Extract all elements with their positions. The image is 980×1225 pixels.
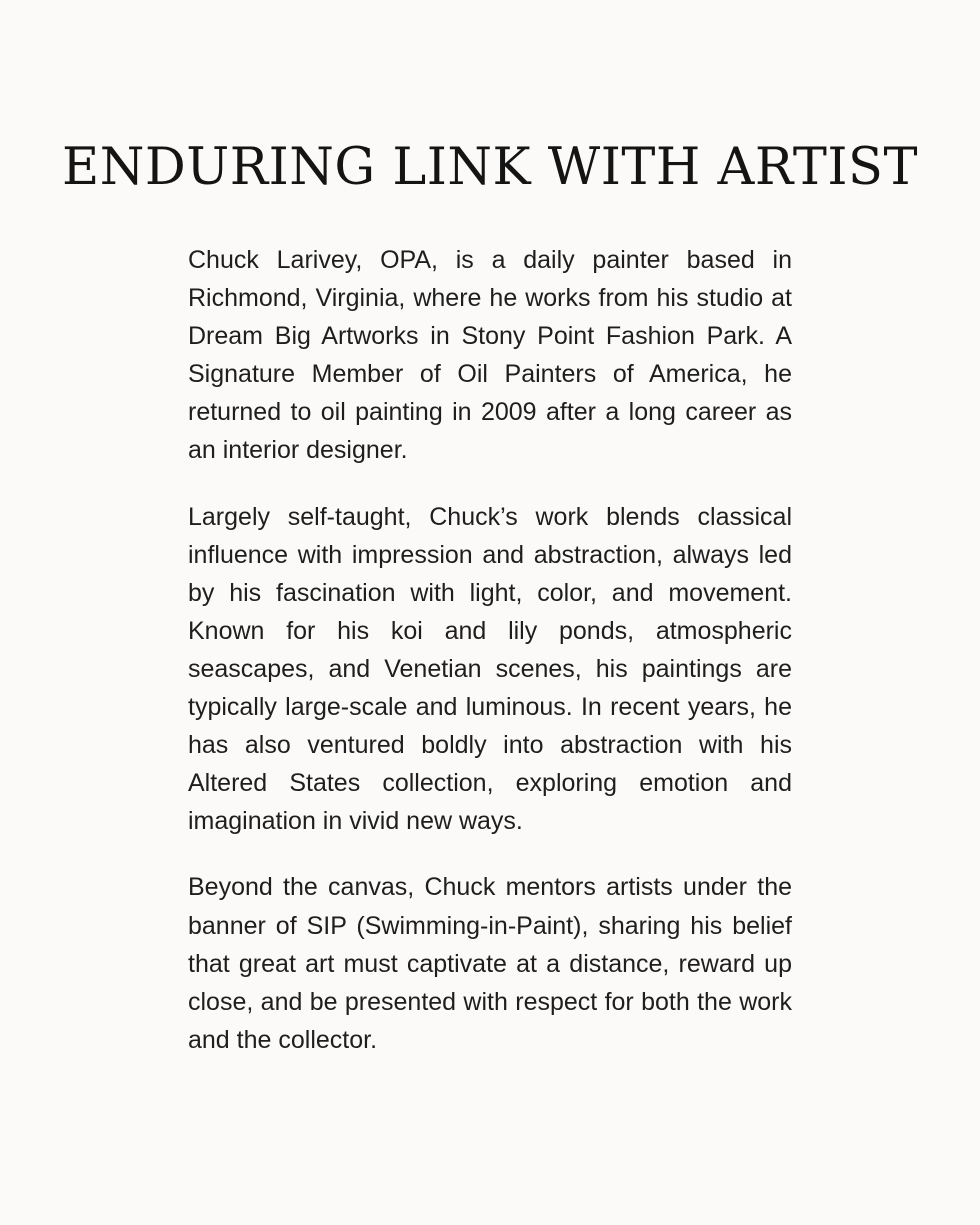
page-title: ENDURING LINK WITH ARTIST <box>61 138 919 197</box>
paragraph-mentoring: Beyond the canvas, Chuck mentors artists under the banner of SIP (Swimming-in-Paint), sharing his belief that great art must captivate at a distance, reward up close, and be presented with respect for both the work and the collector. <box>188 873 792 1054</box>
paragraph-intro: Chuck Larivey, OPA, is a daily painter based in Richmond, Virginia, where he works from his studio at Dream Big Artworks in Stony Point Fashion Park. A Signature Member of Oil Painters of America, he returned to oil painting in 2009 after a long career as an interior designer. <box>188 246 792 465</box>
paragraph-style: Largely self-taught, Chuck’s work blends classical influence with impression and abstraction, always led by his fascination with light, color, and movement. Known for his koi and lily ponds, atmospheric seascapes, and Venetian scenes, his paintings are typically large-scale and luminous. In recent years, he has also ventured boldly into abstraction with his Altered States collection, exploring emotion and imagination in vivid new ways. <box>188 502 792 836</box>
article-body <box>188 241 792 1087</box>
